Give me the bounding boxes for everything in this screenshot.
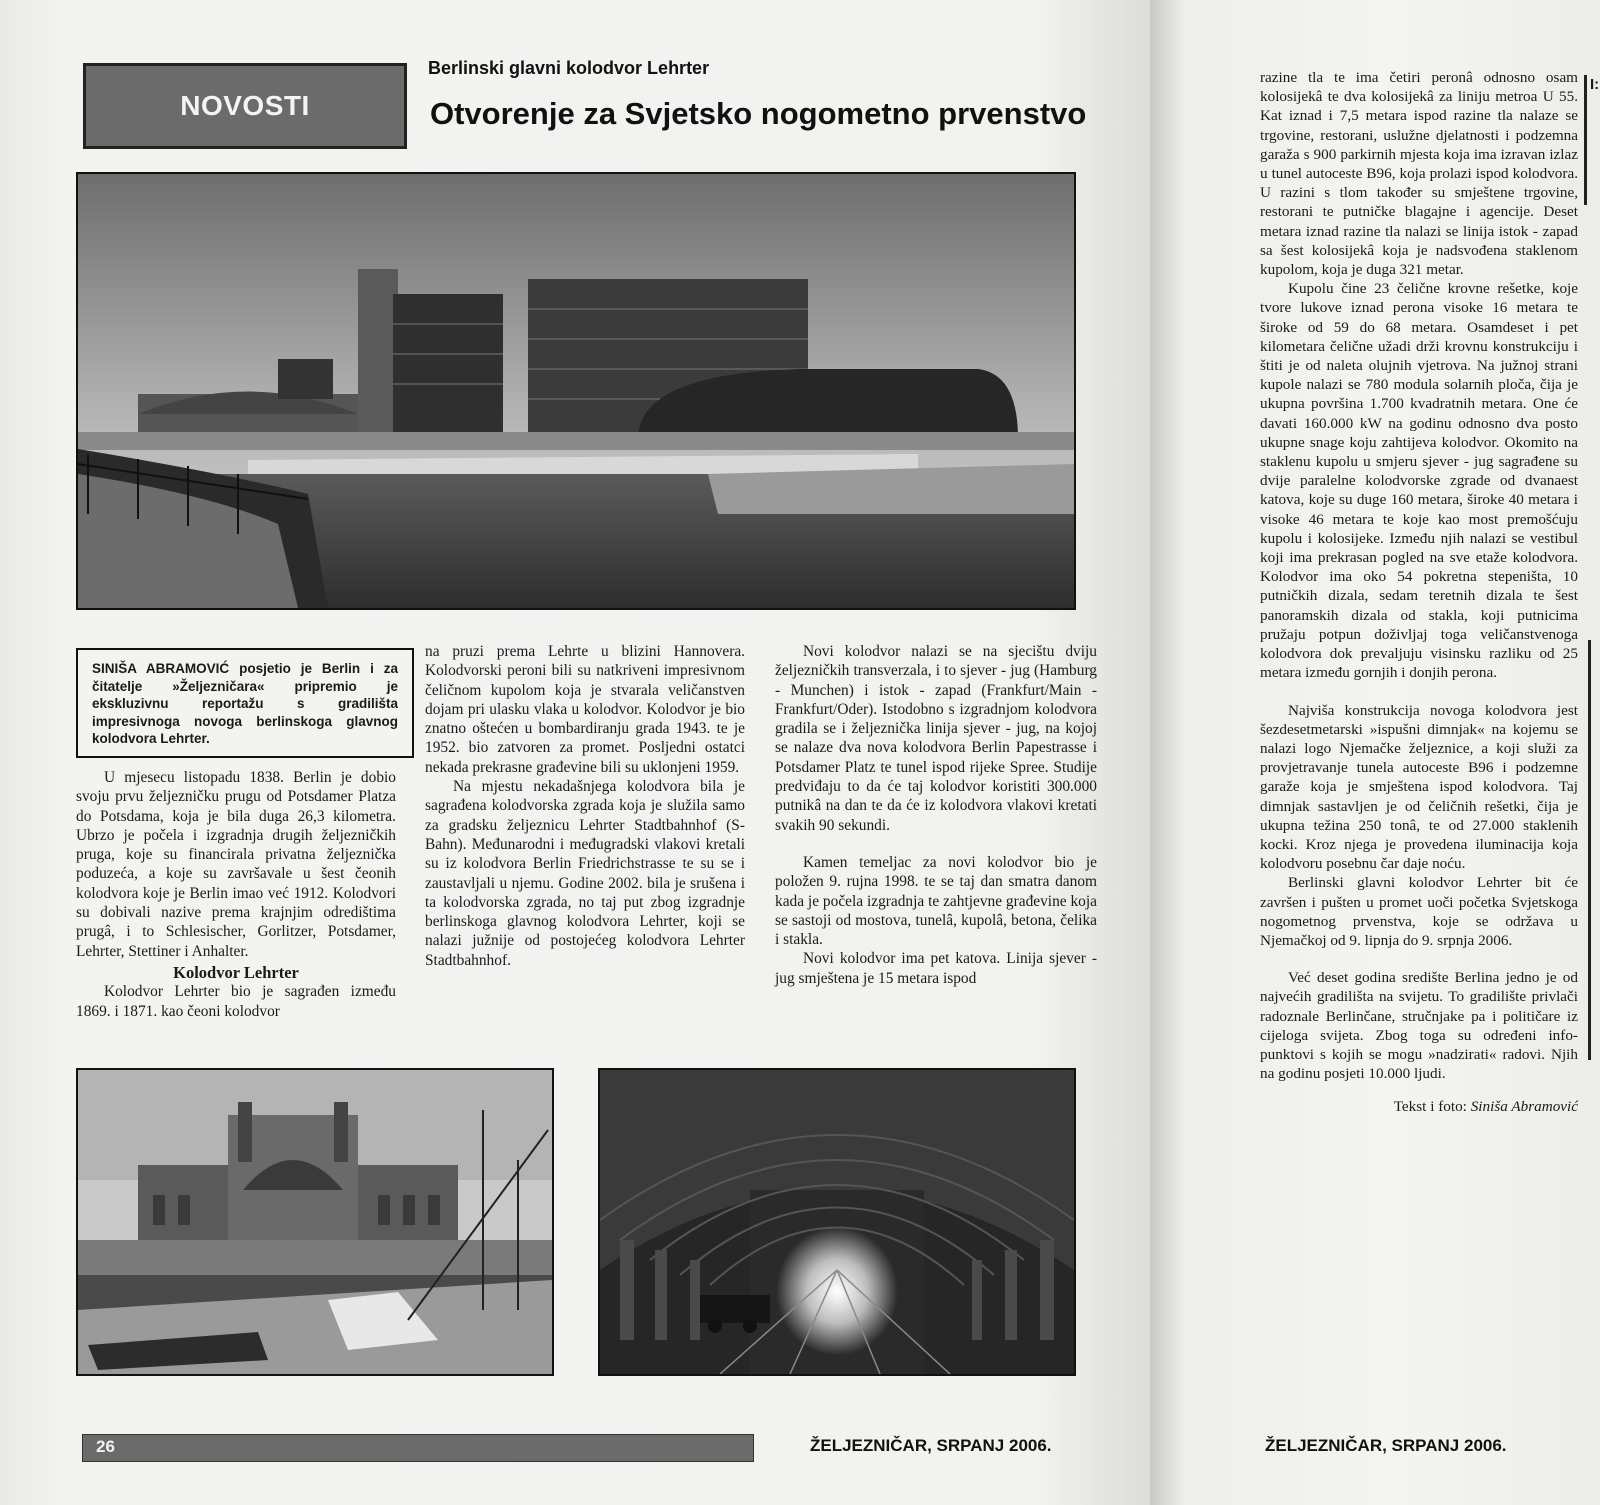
paragraph: U mjesecu listopadu 1838. Berlin je dobio svoju prvu željezničku prugu od Potsdamer Platza do Potsdama, koja je bila duga 26,3 kilometra. Ubrzo je počela i izgradnja drugih željezničkih pruga, koje su financirala privatna željeznička poduzeća, a koje su završavale u šest čeonih kolodvora koje je Berlin imao već 1912. Kolodvori su dobivali nazive prema krajnjim odredištima prugâ, i to Schlesischer, Gorlitzer, Potsdamer, Lehrter, Stettiner i Anhalter.: [76, 769, 396, 960]
text-column-2: [425, 642, 745, 970]
historic-photo-train-shed: [598, 1068, 1076, 1376]
paragraph: na pruzi prema Lehrte u blizini Hannovera. Kolodvorski peroni bili su natkriveni impresivnom čeličnom kupolom koja je stvarala veličanstven dojam pri ulasku vlaka u kolodvor. Kolodvor je bio znatno oštećen u bombardiranju grada 1943. te je 1952. bio zatvoren za promet. Posljedni ostatci nekada prekrasne građevine bili su uklonjeni 1959.: [425, 643, 745, 776]
paragraph: Berlinski glavni kolodvor Lehrter bit će završen i pušten u promet uoči početka Svjetskoga nogometnog prvenstva, koje se održava u Njemačkoj od 9. lipnja do 9. srpnja 2006.: [1260, 874, 1578, 949]
text-column-4: [1260, 68, 1578, 1117]
article-kicker: Berlinski glavni kolodvor Lehrter: [428, 58, 710, 78]
section-box: [83, 63, 407, 149]
historic-photo-old-station: [76, 1068, 554, 1376]
main-photo-station-construction: [76, 172, 1076, 610]
paragraph: Već deset godina središte Berlina jedno je od najvećih gradilišta na svijetu. To gradilište privlači radoznale Berlinčane, stručnjake pa i političare iz cijeloga svijeta. Zbog toga su određeni info-punktovi s kojih se mogu »nadzirati« radovi. Njih na godinu posjeti 10.000 ljudi.: [1260, 969, 1578, 1083]
credit-label: Tekst i foto:: [1393, 1098, 1467, 1116]
paragraph: Najviša konstrukcija novoga kolodvora jest šezdesetmetarski »ispušni dimnjak« na kojemu se nalazi logo Njemačke željeznice, a koji služi za provjetravanje tunela autoceste B96 i podzemne garaže koja je smještena ispod kolodvora. Taj dimnjak sastavljen je od čeličnih rešetki, čija je ukupna težina 250 tonâ, te od 27.000 staklenih kocki. Kroz njega je provedena iluminacija koja kolodvoru posebnu čar daje noću.: [1260, 701, 1578, 873]
next-page-fragment: I:: [1590, 76, 1600, 93]
next-page-rule: [1588, 640, 1591, 1060]
credit-author: Siniša Abramović: [1470, 1098, 1578, 1116]
lead-box: SINIŠA ABRAMOVIĆ posjetio je Berlin i za čitatelje »Željezničara« pripremio je ekskluzivnu reportažu s gradilišta impresivnoga novoga berlinskoga glavnog kolodvora Lehrter.: [76, 648, 414, 758]
paragraph: razine tla te ima četiri peronâ odnosno osam kolosijekâ te dva kolosijekâ za liniju metroa U 55. Kat iznad i 7,5 metara ispod razine tla nalaze se trgovine, restorani, uslužne djelatnosti i podzemna garaža s 900 parkirnih mjesta koja ima izravan izlaz u tunel autoceste B96, koja prolazi ispod kolodvora. U razini s tlom također su smještene trgovine, restorani te putničke blagajne i agencije. Deset metara iznad razine tla nalazi se linija istok - zapad sa šest kolosijekâ koja je nadsvođena staklenom kupolom, koja je duga 321 metar.: [1260, 69, 1578, 279]
text-column-3: [775, 642, 1097, 988]
folio-bar: [82, 1434, 754, 1462]
page-number: 26: [96, 1437, 115, 1456]
article-credit: [1260, 1097, 1578, 1116]
subheading: Kolodvor Lehrter: [173, 962, 299, 982]
paragraph: Kolodvor Lehrter bio je sagrađen između 1869. i 1871. kao čeoni kolodvor: [76, 983, 396, 1020]
paragraph: Na mjestu nekadašnjega kolodvora bila je sagrađena kolodvorska zgrada koja je služila samo za gradsku željeznicu Lehrter Stadtbahnhof (S-Bahn). Međunarodni i međugradski vlakovi kretali su iz kolodvora Berlin Friedrichstrasse te su se i zaustavljali u njemu. Godine 2002. bila je srušena i ta kolodvorska zgrada, no taj put zbog izgradnje berlinskoga glavnog kolodvora Lehrter, koji se nalazi južnije od postojećeg kolodvora Lehrter Stadtbahnhof.: [425, 778, 745, 969]
article-headline: Otvorenje za Svjetsko nogometno prvenstvo: [430, 96, 1087, 131]
next-page-rule: [1584, 75, 1587, 205]
paragraph: Kamen temeljac za novi kolodvor bio je položen 9. rujna 1998. te se taj dan smatra danom kada je počela izgradnja te zahtjevne građevine koja se sastoji od mostova, tunelâ, kupolâ, betona, čelika i stakla.: [775, 853, 1097, 949]
footer-right: ŽELJEZNIČAR, SRPANJ 2006.: [1265, 1436, 1507, 1455]
footer-left: ŽELJEZNIČAR, SRPANJ 2006.: [810, 1436, 1052, 1455]
page-gutter: [1150, 0, 1186, 1505]
paragraph: Novi kolodvor ima pet katova. Linija sjever - jug smještena je 15 metara ispod: [775, 950, 1097, 987]
paragraph: Novi kolodvor nalazi se na sjecištu dviju željezničkih transverzala, i to sjever - jug (Hamburg - Munchen) i istok - zapad (Frankfurt/Main - Frankfurt/Oder). Istodobno s izgradnjom kolodvora gradila se i željeznička linija sjever - jug, na kojoj se nalaze dva nova kolodvora Berlin Papestrasse i Potsdamer Platz te tunel ispod rijeke Spree. Studije predviđaju to da će taj kolodvor koristiti 300.000 putnikâ na dan te da će iz kolodvora vlakovi kretati svakih 90 sekundi.: [775, 643, 1097, 834]
paragraph: Kupolu čine 23 čelične krovne rešetke, koje tvore lukove iznad perona visoke 16 metara te široke od 59 do 68 metara. Osamdeset i pet kilometara čelične užadi drži krovnu konstrukciju i štiti je od naleta olujnih vjetrova. Na južnoj strani kupole nalazi se 780 modula solarnih ploča, čija je ukupna površina 1.700 kvadratnih metara. One će davati 160.000 kW na godinu odnosno dva posto ukupne snage koju zahtijeva kolodvor. Okomito na staklenu kupolu u smjeru sjever - jug sagrađene su dvije paralelne kolodvorske zgrade od dvanaest katova, koje su duge 160 metara, široke 40 metara i visoke 46 metara te koje kao most premošćuju kupolu i kolosijeke. Između njih nalazi se vestibul koji ima prekrasan pogled na sve etaže kolodvora. Kolodvor ima oko 54 pokretna stepeništa, 10 putničkih dizala, sedam teretnih dizala te šest panoramskih dizala od stakla, koji putnicima pružaju potpun doživljaj toga veličanstvenoga kolodvora dok prevaljuju visinsku razliku od 25 metara između gornjih i donjih perona.: [1260, 280, 1578, 682]
text-column-1: [76, 768, 396, 1021]
section-label: NOVOSTI: [180, 90, 310, 121]
